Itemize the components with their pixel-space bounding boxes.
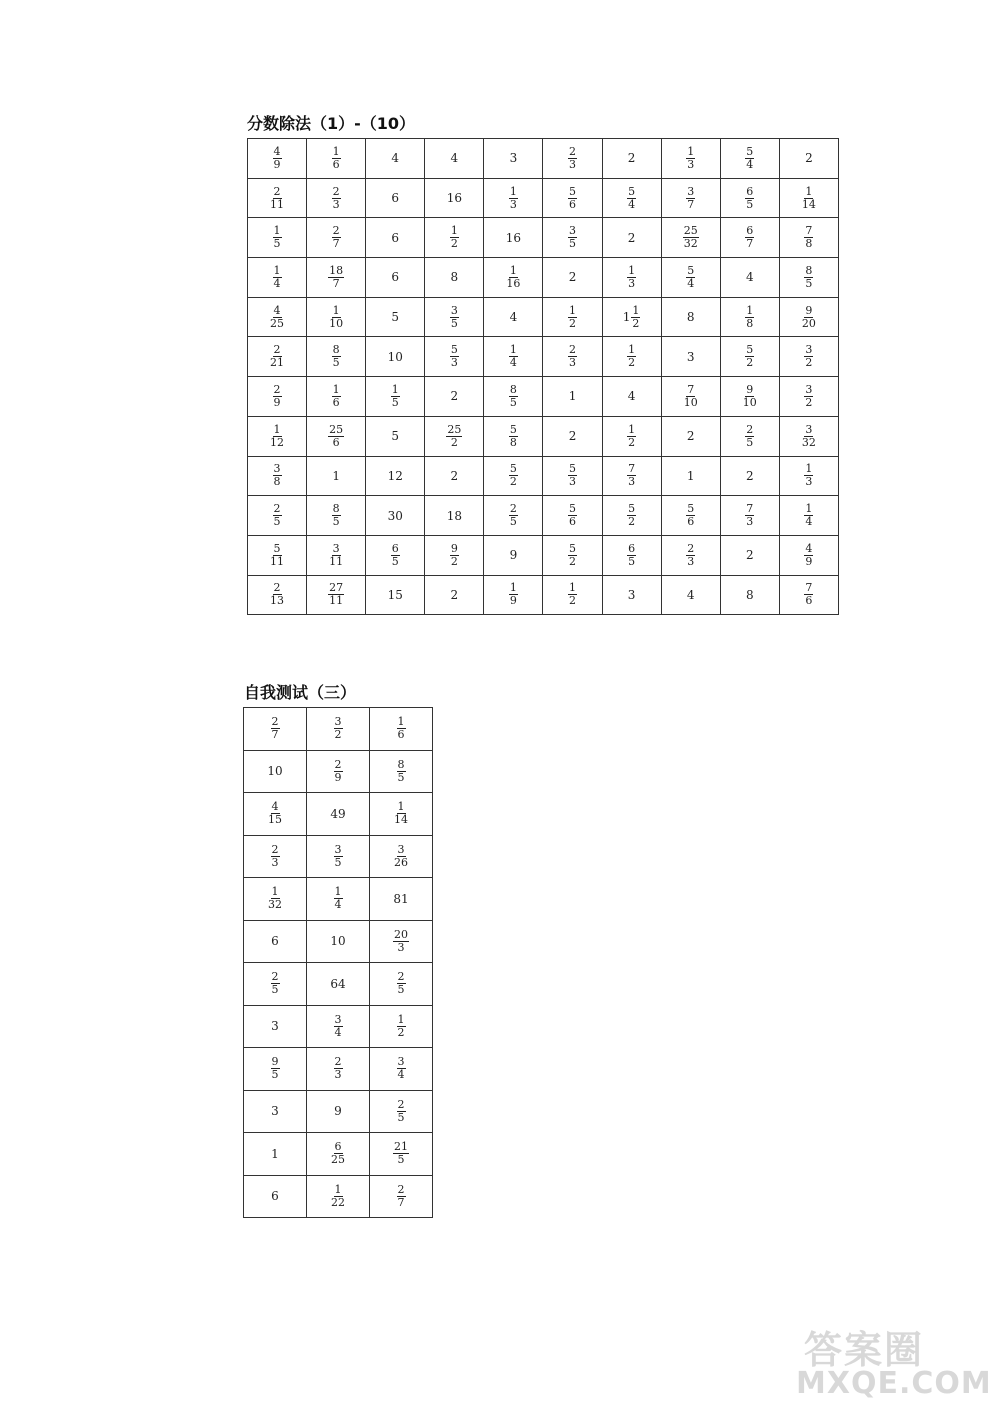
fraction: $\frac{1}{12}$ [270, 422, 285, 449]
answer-cell [248, 218, 307, 258]
answer-cell: 16 [484, 218, 543, 258]
answer-cell: 2 [720, 456, 779, 496]
table-row [248, 377, 839, 417]
answer-cell [543, 218, 602, 258]
fraction: $\frac{1}{5}$ [391, 382, 399, 409]
table-row [248, 535, 839, 575]
answer-cell [543, 496, 602, 536]
answer-cell [425, 535, 484, 575]
answer-cell [307, 535, 366, 575]
fraction: $\frac{5}{4}$ [628, 184, 636, 211]
answer-cell [248, 575, 307, 615]
fraction: $\frac{2}{5}$ [273, 502, 281, 529]
fraction: $\frac{1}{3}$ [628, 263, 636, 290]
answer-cell: 2 [425, 575, 484, 615]
answer-cell [720, 416, 779, 456]
fraction: $\frac{1}{22}$ [331, 1182, 345, 1209]
fraction: $\frac{7}{10}$ [683, 382, 698, 409]
answer-cell [307, 1005, 370, 1048]
fraction: $\frac{1}{6}$ [332, 382, 340, 409]
answer-cell: 6 [366, 218, 425, 258]
answer-cell [602, 337, 661, 377]
fraction: $\frac{25}{32}$ [683, 224, 698, 251]
answer-cell [425, 337, 484, 377]
fraction: $\frac{1}{4}$ [334, 885, 342, 912]
answer-cell: 6 [244, 1175, 307, 1218]
answer-cell [248, 297, 307, 337]
fraction: $\frac{1}{4}$ [273, 263, 281, 290]
table-row [248, 496, 839, 536]
table-row [248, 258, 839, 298]
table-row [248, 456, 839, 496]
answer-cell [779, 416, 838, 456]
answer-cell [248, 337, 307, 377]
answer-cell [661, 496, 720, 536]
table-row [244, 793, 433, 836]
table-row [244, 708, 433, 751]
answer-cell [543, 337, 602, 377]
fraction: $\frac{9}{2}$ [450, 541, 458, 568]
answer-cell: 6 [366, 258, 425, 298]
fraction: $\frac{6}{5}$ [391, 541, 399, 568]
answer-cell [602, 416, 661, 456]
fraction: $\frac{20}{3}$ [394, 927, 408, 954]
answer-cell [307, 139, 366, 179]
answer-cell [248, 456, 307, 496]
fraction: $\frac{2}{11}$ [270, 184, 285, 211]
answer-cell [661, 218, 720, 258]
table-row [248, 218, 839, 258]
fraction: $\frac{3}{5}$ [450, 303, 458, 330]
fraction: $\frac{4}{9}$ [805, 541, 813, 568]
fraction: $\frac{1}{2}$ [450, 224, 458, 251]
fraction: $\frac{1}{14}$ [801, 184, 816, 211]
answer-cell [370, 963, 433, 1006]
fraction: $\frac{1}{5}$ [273, 224, 281, 251]
fraction: $\frac{7}{3}$ [628, 462, 636, 489]
answer-cell [779, 535, 838, 575]
fraction: $\frac{1}{8}$ [746, 303, 754, 330]
fraction: $\frac{2}{3}$ [687, 541, 695, 568]
fraction: $\frac{1}{6}$ [332, 144, 340, 171]
answer-cell: 4 [602, 377, 661, 417]
answer-cell: 4 [720, 258, 779, 298]
answer-cell: 6 [366, 178, 425, 218]
answer-cell: 3 [244, 1005, 307, 1048]
fraction: $\frac{3}{32}$ [801, 422, 816, 449]
fraction: $\frac{1}{2}$ [397, 1012, 405, 1039]
fraction: $\frac{3}{7}$ [687, 184, 695, 211]
fraction: $\frac{1}{2}$ [569, 303, 577, 330]
answer-cell: 2 [779, 139, 838, 179]
answer-cell: 3 [602, 575, 661, 615]
answer-cell [307, 835, 370, 878]
answer-cell [779, 178, 838, 218]
answer-cell: 4 [425, 139, 484, 179]
fraction: $\frac{3}{2}$ [805, 382, 813, 409]
answer-cell: 64 [307, 963, 370, 1006]
answer-cell [370, 708, 433, 751]
answer-cell [661, 535, 720, 575]
answer-cell [543, 139, 602, 179]
answer-cell [307, 1048, 370, 1091]
fraction: $\frac{1}{10}$ [329, 303, 344, 330]
answer-cell [425, 416, 484, 456]
fraction: $\frac{3}{26}$ [394, 842, 408, 869]
answer-cell [720, 178, 779, 218]
answer-cell [661, 377, 720, 417]
answer-cell [779, 297, 838, 337]
answer-cell [248, 377, 307, 417]
watermark-top-text: 答案圈 [804, 1328, 925, 1372]
answer-cell [307, 178, 366, 218]
answer-cell [543, 575, 602, 615]
answer-cell [484, 416, 543, 456]
fraction: $\frac{5}{2}$ [569, 541, 577, 568]
fraction: $\frac{1}{3}$ [805, 462, 813, 489]
answer-cell [370, 793, 433, 836]
answer-cell: 4 [366, 139, 425, 179]
answer-cell [484, 337, 543, 377]
fraction: $\frac{2}{7}$ [332, 224, 340, 251]
table-row [244, 920, 433, 963]
answer-cell [543, 178, 602, 218]
fraction: $\frac{1}{4}$ [509, 343, 517, 370]
fraction: $\frac{1}{6}$ [397, 715, 405, 742]
answer-cell: 4 [484, 297, 543, 337]
answer-cell [370, 1048, 433, 1091]
fraction: $\frac{3}{2}$ [334, 715, 342, 742]
fraction: $\frac{2}{7}$ [271, 715, 279, 742]
watermark-bottom-text: MXQE.COM [796, 1366, 992, 1401]
watermark-logo [796, 1319, 992, 1401]
answer-cell [307, 496, 366, 536]
table-row [244, 1133, 433, 1176]
table-row [244, 1048, 433, 1091]
answer-cell [720, 297, 779, 337]
fraction: $\frac{5}{3}$ [569, 462, 577, 489]
answer-cell: 2 [543, 416, 602, 456]
answer-cell [370, 920, 433, 963]
fraction: $\frac{2}{3}$ [271, 842, 279, 869]
fraction: $\frac{5}{6}$ [569, 184, 577, 211]
answer-cell: 2 [720, 535, 779, 575]
answer-cell [602, 535, 661, 575]
section-title-fraction-division: 分数除法（1）-（10） [247, 114, 416, 133]
fraction: $\frac{8}{5}$ [332, 343, 340, 370]
answer-cell [244, 793, 307, 836]
fraction: $\frac{3}{11}$ [329, 541, 344, 568]
fraction: $\frac{8}{5}$ [332, 502, 340, 529]
fraction: $\frac{9}{5}$ [271, 1055, 279, 1082]
fraction: $\frac{2}{5}$ [509, 502, 517, 529]
table-row [248, 575, 839, 615]
fraction: $\frac{2}{5}$ [397, 1097, 405, 1124]
fraction: $\frac{8}{5}$ [509, 382, 517, 409]
answer-cell: 49 [307, 793, 370, 836]
fraction: $\frac{2}{3}$ [569, 343, 577, 370]
fraction: $\frac{5}{2}$ [746, 343, 754, 370]
answer-table-self-test [243, 707, 433, 1218]
fraction: $\frac{5}{4}$ [746, 144, 754, 171]
answer-cell [248, 258, 307, 298]
fraction: $\frac{3}{8}$ [273, 462, 281, 489]
answer-cell: 3 [484, 139, 543, 179]
answer-cell: 18 [425, 496, 484, 536]
answer-cell [248, 178, 307, 218]
answer-cell: 10 [307, 920, 370, 963]
table-row [248, 337, 839, 377]
answer-cell [602, 456, 661, 496]
answer-cell [602, 178, 661, 218]
answer-cell: 3 [244, 1090, 307, 1133]
answer-cell [425, 218, 484, 258]
answer-cell [484, 456, 543, 496]
answer-cell: 2 [425, 456, 484, 496]
fraction: $\frac{4}{25}$ [270, 303, 285, 330]
answer-cell [720, 496, 779, 536]
fraction: $\frac{2}{5}$ [271, 970, 279, 997]
answer-cell: 8 [661, 297, 720, 337]
fraction: $\frac{1}{2}$ [569, 581, 577, 608]
answer-cell: 30 [366, 496, 425, 536]
fraction: $\frac{1}{9}$ [509, 581, 517, 608]
fraction: $\frac{3}{5}$ [334, 842, 342, 869]
fraction: $\frac{5}{4}$ [687, 263, 695, 290]
table-row [244, 1005, 433, 1048]
fraction: $\frac{2}{13}$ [270, 581, 285, 608]
fraction: $\frac{1}{14}$ [394, 800, 408, 827]
table-row [248, 139, 839, 179]
answer-cell [248, 416, 307, 456]
answer-cell: 3 [661, 337, 720, 377]
answer-cell: 2 [602, 139, 661, 179]
answer-cell: 5 [366, 297, 425, 337]
answer-cell [307, 1175, 370, 1218]
answer-cell [720, 139, 779, 179]
fraction: $\frac{1}{2}$ [628, 422, 636, 449]
answer-cell [720, 218, 779, 258]
answer-cell: 16 [425, 178, 484, 218]
fraction: $\frac{5}{8}$ [509, 422, 517, 449]
answer-cell [661, 178, 720, 218]
answer-cell [370, 1133, 433, 1176]
answer-cell [244, 878, 307, 921]
fraction: $\frac{1}{3}$ [509, 184, 517, 211]
answer-cell: 4 [661, 575, 720, 615]
answer-cell: 15 [366, 575, 425, 615]
answer-cell: 1 [543, 377, 602, 417]
fraction: $\frac{3}{2}$ [805, 343, 813, 370]
answer-cell [244, 708, 307, 751]
answer-cell: 2 [661, 416, 720, 456]
table-row [248, 297, 839, 337]
fraction: $\frac{5}{6}$ [569, 502, 577, 529]
answer-cell: 9 [484, 535, 543, 575]
answer-cell [307, 297, 366, 337]
fraction: $\frac{25}{6}$ [329, 422, 344, 449]
answer-cell [307, 750, 370, 793]
answer-table-fraction-division [247, 138, 839, 615]
answer-cell: 10 [366, 337, 425, 377]
answer-cell [720, 377, 779, 417]
answer-cell [366, 535, 425, 575]
answer-cell [484, 377, 543, 417]
answer-cell: 9 [307, 1090, 370, 1133]
fraction: $\frac{21}{5}$ [394, 1140, 408, 1167]
fraction: $\frac{1}{2}$ [632, 303, 640, 330]
answer-cell [248, 535, 307, 575]
fraction: $\frac{1}{4}$ [805, 502, 813, 529]
fraction: $\frac{3}{4}$ [334, 1012, 342, 1039]
table-row [244, 878, 433, 921]
fraction: $\frac{9}{20}$ [801, 303, 816, 330]
answer-cell [307, 1133, 370, 1176]
fraction: $\frac{2}{3}$ [334, 1055, 342, 1082]
answer-cell [779, 575, 838, 615]
fraction: $\frac{2}{7}$ [397, 1182, 405, 1209]
fraction: $\frac{5}{2}$ [509, 462, 517, 489]
fraction: $\frac{1}{16}$ [506, 263, 521, 290]
answer-cell [370, 1175, 433, 1218]
answer-cell [244, 1048, 307, 1091]
fraction: $\frac{7}{6}$ [805, 581, 813, 608]
table-row [244, 750, 433, 793]
table-row [244, 1090, 433, 1133]
answer-cell [484, 496, 543, 536]
fraction: $\frac{8}{5}$ [397, 757, 405, 784]
fraction: $\frac{5}{11}$ [270, 541, 285, 568]
answer-cell [370, 750, 433, 793]
answer-cell [425, 297, 484, 337]
answer-cell [370, 1090, 433, 1133]
answer-cell: 2 [602, 218, 661, 258]
answer-cell [370, 1005, 433, 1048]
answer-cell [484, 178, 543, 218]
answer-cell [307, 575, 366, 615]
answer-cell [661, 258, 720, 298]
answer-cell [248, 139, 307, 179]
fraction: $\frac{25}{2}$ [447, 422, 462, 449]
answer-cell [370, 835, 433, 878]
answer-cell [543, 456, 602, 496]
answer-cell: 8 [720, 575, 779, 615]
table-row [248, 178, 839, 218]
table-row [244, 835, 433, 878]
answer-cell [307, 416, 366, 456]
answer-cell [307, 708, 370, 751]
fraction: $\frac{7}{3}$ [746, 502, 754, 529]
fraction: $\frac{2}{5}$ [397, 970, 405, 997]
fraction: $\frac{3}{4}$ [397, 1055, 405, 1082]
section-title-self-test: 自我测试（三） [244, 683, 357, 702]
answer-cell [602, 258, 661, 298]
fraction: $\frac{5}{6}$ [687, 502, 695, 529]
fraction: $\frac{5}{3}$ [450, 343, 458, 370]
table-row [244, 1175, 433, 1218]
fraction: $\frac{2}{5}$ [746, 422, 754, 449]
fraction: $\frac{2}{3}$ [569, 144, 577, 171]
fraction: $\frac{6}{7}$ [746, 224, 754, 251]
answer-cell [244, 835, 307, 878]
table-row [248, 416, 839, 456]
answer-cell [779, 258, 838, 298]
answer-cell [602, 496, 661, 536]
table-row [244, 963, 433, 1006]
fraction: $\frac{2}{9}$ [273, 382, 281, 409]
answer-cell [779, 456, 838, 496]
fraction: $\frac{3}{5}$ [569, 224, 577, 251]
answer-cell: 2 [543, 258, 602, 298]
fraction: $\frac{1}{2}$ [628, 343, 636, 370]
answer-cell [244, 963, 307, 1006]
fraction: $\frac{2}{3}$ [332, 184, 340, 211]
answer-cell [307, 258, 366, 298]
answer-cell [779, 496, 838, 536]
answer-cell [366, 377, 425, 417]
answer-cell: 12 [366, 456, 425, 496]
answer-cell [543, 297, 602, 337]
answer-cell [484, 575, 543, 615]
answer-cell: 5 [366, 416, 425, 456]
answer-cell [779, 377, 838, 417]
fraction: $\frac{1}{3}$ [687, 144, 695, 171]
fraction: $\frac{18}{7}$ [329, 263, 344, 290]
fraction: $\frac{9}{10}$ [742, 382, 757, 409]
fraction: $\frac{1}{32}$ [268, 885, 282, 912]
answer-cell: 6 [244, 920, 307, 963]
answer-cell: 81 [370, 878, 433, 921]
fraction: $\frac{6}{5}$ [628, 541, 636, 568]
fraction: $\frac{27}{11}$ [329, 581, 344, 608]
fraction: $\frac{8}{5}$ [805, 263, 813, 290]
fraction: $\frac{2}{21}$ [270, 343, 285, 370]
answer-cell [248, 496, 307, 536]
answer-cell [307, 337, 366, 377]
answer-cell: 8 [425, 258, 484, 298]
answer-cell [779, 218, 838, 258]
fraction: $\frac{2}{9}$ [334, 757, 342, 784]
fraction: $\frac{4}{15}$ [268, 800, 282, 827]
fraction: $\frac{6}{5}$ [746, 184, 754, 211]
fraction: $\frac{5}{2}$ [628, 502, 636, 529]
answer-cell: 1 [244, 1133, 307, 1176]
answer-cell [307, 218, 366, 258]
fraction: $\frac{4}{9}$ [273, 144, 281, 171]
answer-cell: 2 [425, 377, 484, 417]
answer-cell: 1 [661, 456, 720, 496]
answer-cell: 1 $\frac{1}{2}$ [602, 297, 661, 337]
answer-cell [543, 535, 602, 575]
answer-cell [661, 139, 720, 179]
fraction: $\frac{7}{8}$ [805, 224, 813, 251]
answer-cell: 1 [307, 456, 366, 496]
answer-cell [307, 878, 370, 921]
answer-cell [307, 377, 366, 417]
answer-cell [720, 337, 779, 377]
answer-cell: 10 [244, 750, 307, 793]
answer-cell [484, 258, 543, 298]
answer-cell [779, 337, 838, 377]
fraction: $\frac{6}{25}$ [331, 1140, 345, 1167]
